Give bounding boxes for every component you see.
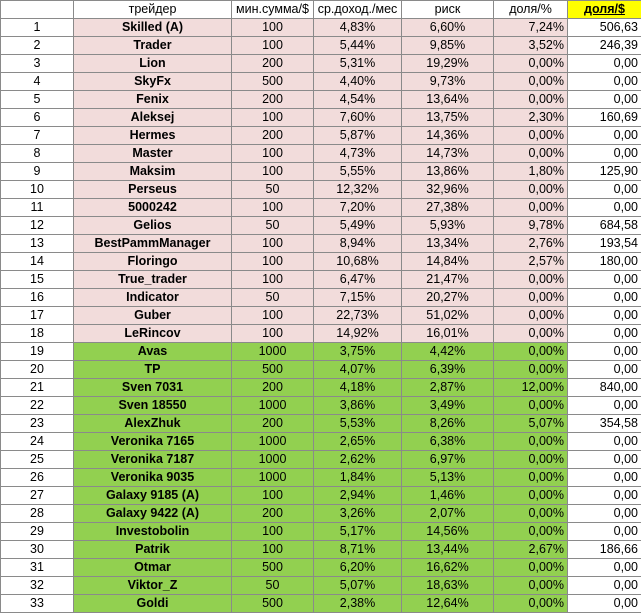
share-usd-cell[interactable]: 0,00 xyxy=(568,55,641,73)
share-pct-cell[interactable]: 0,00% xyxy=(494,307,568,325)
avg-income-cell[interactable]: 2,62% xyxy=(314,451,402,469)
share-pct-cell[interactable]: 0,00% xyxy=(494,451,568,469)
table-body xyxy=(1,19,641,613)
table-row xyxy=(1,523,641,541)
table-row xyxy=(1,325,641,343)
header-num[interactable] xyxy=(1,1,74,19)
trader-name-cell[interactable]: Skilled (A) xyxy=(74,19,232,37)
avg-income-cell[interactable]: 3,26% xyxy=(314,505,402,523)
trader-name-cell[interactable]: Perseus xyxy=(74,181,232,199)
trader-name-cell[interactable]: Patrik xyxy=(74,541,232,559)
avg-income-cell[interactable]: 4,73% xyxy=(314,145,402,163)
share-pct-cell[interactable]: 12,00% xyxy=(494,379,568,397)
trader-name-cell[interactable]: Sven 7031 xyxy=(74,379,232,397)
share-pct-cell[interactable]: 0,00% xyxy=(494,433,568,451)
share-usd-cell[interactable]: 0,00 xyxy=(568,577,641,595)
min-sum-cell[interactable]: 1000 xyxy=(232,451,314,469)
share-usd-cell[interactable]: 0,00 xyxy=(568,73,641,91)
row-number-cell[interactable]: 5 xyxy=(1,91,74,109)
avg-income-cell[interactable]: 6,20% xyxy=(314,559,402,577)
min-sum-cell[interactable]: 500 xyxy=(232,361,314,379)
table-row xyxy=(1,217,641,235)
trader-name-cell[interactable]: Galaxy 9185 (A) xyxy=(74,487,232,505)
share-pct-cell[interactable]: 0,00% xyxy=(494,559,568,577)
avg-income-cell[interactable]: 4,40% xyxy=(314,73,402,91)
risk-cell[interactable]: 13,64% xyxy=(402,91,494,109)
trader-name-cell[interactable]: Otmar xyxy=(74,559,232,577)
table-row xyxy=(1,361,641,379)
header-risk[interactable]: риск xyxy=(402,1,494,19)
share-pct-cell[interactable]: 0,00% xyxy=(494,199,568,217)
table-row xyxy=(1,433,641,451)
risk-cell[interactable]: 20,27% xyxy=(402,289,494,307)
min-sum-cell[interactable]: 100 xyxy=(232,235,314,253)
table-row xyxy=(1,235,641,253)
row-number-cell[interactable]: 24 xyxy=(1,433,74,451)
share-usd-cell[interactable]: 0,00 xyxy=(568,343,641,361)
avg-income-cell[interactable]: 5,17% xyxy=(314,523,402,541)
share-pct-cell[interactable]: 5,07% xyxy=(494,415,568,433)
row-number-cell[interactable]: 4 xyxy=(1,73,74,91)
min-sum-cell[interactable]: 100 xyxy=(232,307,314,325)
header-row xyxy=(1,1,641,19)
min-sum-cell[interactable]: 50 xyxy=(232,577,314,595)
min-sum-cell[interactable]: 100 xyxy=(232,19,314,37)
trader-name-cell[interactable]: Viktor_Z xyxy=(74,577,232,595)
avg-income-cell[interactable]: 2,65% xyxy=(314,433,402,451)
share-usd-cell[interactable]: 0,00 xyxy=(568,559,641,577)
row-number-cell[interactable]: 21 xyxy=(1,379,74,397)
share-pct-cell[interactable]: 0,00% xyxy=(494,361,568,379)
row-number-cell[interactable]: 19 xyxy=(1,343,74,361)
row-number-cell[interactable]: 14 xyxy=(1,253,74,271)
avg-income-cell[interactable]: 7,20% xyxy=(314,199,402,217)
risk-cell[interactable]: 1,46% xyxy=(402,487,494,505)
risk-cell[interactable]: 16,01% xyxy=(402,325,494,343)
min-sum-cell[interactable]: 500 xyxy=(232,595,314,613)
table-row xyxy=(1,181,641,199)
table-row xyxy=(1,379,641,397)
table-row xyxy=(1,163,641,181)
trader-name-cell[interactable]: Fenix xyxy=(74,91,232,109)
share-pct-cell[interactable]: 0,00% xyxy=(494,487,568,505)
risk-cell[interactable]: 16,62% xyxy=(402,559,494,577)
share-usd-cell[interactable]: 160,69 xyxy=(568,109,641,127)
risk-cell[interactable]: 2,87% xyxy=(402,379,494,397)
risk-cell[interactable]: 5,13% xyxy=(402,469,494,487)
table-row xyxy=(1,271,641,289)
table-row xyxy=(1,199,641,217)
min-sum-cell[interactable]: 500 xyxy=(232,559,314,577)
row-number-cell[interactable]: 10 xyxy=(1,181,74,199)
table-row xyxy=(1,487,641,505)
min-sum-cell[interactable]: 50 xyxy=(232,181,314,199)
share-usd-cell[interactable]: 506,63 xyxy=(568,19,641,37)
trader-name-cell[interactable]: SkyFx xyxy=(74,73,232,91)
table-row xyxy=(1,469,641,487)
table-row xyxy=(1,505,641,523)
avg-income-cell[interactable]: 4,07% xyxy=(314,361,402,379)
share-pct-cell[interactable]: 9,78% xyxy=(494,217,568,235)
trader-name-cell[interactable]: Floringo xyxy=(74,253,232,271)
min-sum-cell[interactable]: 100 xyxy=(232,163,314,181)
share-pct-cell[interactable]: 0,00% xyxy=(494,523,568,541)
table-row xyxy=(1,577,641,595)
row-number-cell[interactable]: 23 xyxy=(1,415,74,433)
avg-income-cell[interactable]: 4,54% xyxy=(314,91,402,109)
trader-name-cell[interactable]: Maksim xyxy=(74,163,232,181)
risk-cell[interactable]: 13,75% xyxy=(402,109,494,127)
min-sum-cell[interactable]: 1000 xyxy=(232,397,314,415)
risk-cell[interactable]: 14,73% xyxy=(402,145,494,163)
share-usd-cell[interactable]: 0,00 xyxy=(568,181,641,199)
row-number-cell[interactable]: 2 xyxy=(1,37,74,55)
table-row xyxy=(1,109,641,127)
row-number-cell[interactable]: 17 xyxy=(1,307,74,325)
share-usd-cell[interactable]: 0,00 xyxy=(568,469,641,487)
trader-name-cell[interactable]: Guber xyxy=(74,307,232,325)
avg-income-cell[interactable]: 2,38% xyxy=(314,595,402,613)
risk-cell[interactable]: 9,73% xyxy=(402,73,494,91)
share-pct-cell[interactable]: 0,00% xyxy=(494,595,568,613)
share-pct-cell[interactable]: 0,00% xyxy=(494,397,568,415)
table-row xyxy=(1,541,641,559)
header-share-pct[interactable]: доля/% xyxy=(494,1,568,19)
trader-name-cell[interactable]: Avas xyxy=(74,343,232,361)
trader-name-cell[interactable]: Sven 18550 xyxy=(74,397,232,415)
min-sum-cell[interactable]: 200 xyxy=(232,415,314,433)
risk-cell[interactable]: 12,64% xyxy=(402,595,494,613)
share-usd-cell[interactable]: 0,00 xyxy=(568,91,641,109)
table-row xyxy=(1,19,641,37)
share-pct-cell[interactable]: 0,00% xyxy=(494,91,568,109)
header-avg-income[interactable]: ср.доход./мес xyxy=(314,1,402,19)
trader-name-cell[interactable]: Master xyxy=(74,145,232,163)
share-usd-cell[interactable]: 0,00 xyxy=(568,451,641,469)
share-pct-cell[interactable]: 0,00% xyxy=(494,325,568,343)
risk-cell[interactable]: 2,07% xyxy=(402,505,494,523)
trader-name-cell[interactable]: True_trader xyxy=(74,271,232,289)
share-usd-cell[interactable]: 0,00 xyxy=(568,487,641,505)
row-number-cell[interactable]: 30 xyxy=(1,541,74,559)
row-number-cell[interactable]: 15 xyxy=(1,271,74,289)
min-sum-cell[interactable]: 500 xyxy=(232,73,314,91)
trader-name-cell[interactable]: Veronika 9035 xyxy=(74,469,232,487)
min-sum-cell[interactable]: 1000 xyxy=(232,469,314,487)
avg-income-cell[interactable]: 5,55% xyxy=(314,163,402,181)
avg-income-cell[interactable]: 10,68% xyxy=(314,253,402,271)
share-usd-cell[interactable]: 0,00 xyxy=(568,361,641,379)
share-pct-cell[interactable]: 0,00% xyxy=(494,73,568,91)
risk-cell[interactable]: 6,97% xyxy=(402,451,494,469)
table-row xyxy=(1,55,641,73)
row-number-cell[interactable]: 9 xyxy=(1,163,74,181)
share-pct-cell[interactable]: 0,00% xyxy=(494,145,568,163)
share-usd-cell[interactable]: 354,58 xyxy=(568,415,641,433)
share-usd-cell[interactable]: 193,54 xyxy=(568,235,641,253)
table-row xyxy=(1,289,641,307)
table-row xyxy=(1,37,641,55)
share-pct-cell[interactable]: 0,00% xyxy=(494,469,568,487)
row-number-cell[interactable]: 26 xyxy=(1,469,74,487)
min-sum-cell[interactable]: 100 xyxy=(232,199,314,217)
share-usd-cell[interactable]: 840,00 xyxy=(568,379,641,397)
avg-income-cell[interactable]: 1,84% xyxy=(314,469,402,487)
share-pct-cell[interactable]: 1,80% xyxy=(494,163,568,181)
risk-cell[interactable]: 13,34% xyxy=(402,235,494,253)
min-sum-cell[interactable]: 1000 xyxy=(232,433,314,451)
risk-cell[interactable]: 18,63% xyxy=(402,577,494,595)
risk-cell[interactable]: 27,38% xyxy=(402,199,494,217)
trader-name-cell[interactable]: Aleksej xyxy=(74,109,232,127)
share-pct-cell[interactable]: 2,30% xyxy=(494,109,568,127)
share-pct-cell[interactable]: 0,00% xyxy=(494,127,568,145)
min-sum-cell[interactable]: 100 xyxy=(232,37,314,55)
trader-name-cell[interactable]: Goldi xyxy=(74,595,232,613)
table-row xyxy=(1,451,641,469)
share-pct-cell[interactable]: 0,00% xyxy=(494,55,568,73)
table-row xyxy=(1,595,641,613)
risk-cell[interactable]: 6,60% xyxy=(402,19,494,37)
avg-income-cell[interactable]: 5,49% xyxy=(314,217,402,235)
min-sum-cell[interactable]: 100 xyxy=(232,271,314,289)
min-sum-cell[interactable]: 1000 xyxy=(232,343,314,361)
avg-income-cell[interactable]: 5,44% xyxy=(314,37,402,55)
min-sum-cell[interactable]: 100 xyxy=(232,487,314,505)
share-usd-cell[interactable]: 125,90 xyxy=(568,163,641,181)
table-row xyxy=(1,559,641,577)
risk-cell[interactable]: 9,85% xyxy=(402,37,494,55)
table-row xyxy=(1,91,641,109)
avg-income-cell[interactable]: 2,94% xyxy=(314,487,402,505)
avg-income-cell[interactable]: 4,83% xyxy=(314,19,402,37)
trader-name-cell[interactable]: Indicator xyxy=(74,289,232,307)
share-pct-cell[interactable]: 0,00% xyxy=(494,271,568,289)
risk-cell[interactable]: 19,29% xyxy=(402,55,494,73)
row-number-cell[interactable]: 31 xyxy=(1,559,74,577)
risk-cell[interactable]: 5,93% xyxy=(402,217,494,235)
risk-cell[interactable]: 3,49% xyxy=(402,397,494,415)
trader-name-cell[interactable]: Hermes xyxy=(74,127,232,145)
min-sum-cell[interactable]: 200 xyxy=(232,505,314,523)
table-row xyxy=(1,415,641,433)
share-usd-cell[interactable]: 180,00 xyxy=(568,253,641,271)
risk-cell[interactable]: 14,36% xyxy=(402,127,494,145)
share-usd-cell[interactable]: 0,00 xyxy=(568,595,641,613)
avg-income-cell[interactable]: 8,71% xyxy=(314,541,402,559)
trader-name-cell[interactable]: Investobolin xyxy=(74,523,232,541)
share-usd-cell[interactable]: 246,39 xyxy=(568,37,641,55)
row-number-cell[interactable]: 7 xyxy=(1,127,74,145)
table-row xyxy=(1,253,641,271)
trader-name-cell[interactable]: BestPammManager xyxy=(74,235,232,253)
min-sum-cell[interactable]: 50 xyxy=(232,217,314,235)
table-row xyxy=(1,343,641,361)
row-number-cell[interactable]: 13 xyxy=(1,235,74,253)
risk-cell[interactable]: 6,38% xyxy=(402,433,494,451)
min-sum-cell[interactable]: 100 xyxy=(232,253,314,271)
trader-name-cell[interactable]: Veronika 7187 xyxy=(74,451,232,469)
share-pct-cell[interactable]: 2,57% xyxy=(494,253,568,271)
min-sum-cell[interactable]: 100 xyxy=(232,145,314,163)
header-trader[interactable]: трейдер xyxy=(74,1,232,19)
avg-income-cell[interactable]: 22,73% xyxy=(314,307,402,325)
trader-name-cell[interactable]: Galaxy 9422 (A) xyxy=(74,505,232,523)
table-row xyxy=(1,127,641,145)
trader-name-cell[interactable]: LeRincov xyxy=(74,325,232,343)
min-sum-cell[interactable]: 100 xyxy=(232,109,314,127)
row-number-cell[interactable]: 32 xyxy=(1,577,74,595)
share-usd-cell[interactable]: 0,00 xyxy=(568,127,641,145)
avg-income-cell[interactable]: 14,92% xyxy=(314,325,402,343)
row-number-cell[interactable]: 27 xyxy=(1,487,74,505)
table-row xyxy=(1,397,641,415)
row-number-cell[interactable]: 33 xyxy=(1,595,74,613)
min-sum-cell[interactable]: 50 xyxy=(232,289,314,307)
share-usd-cell[interactable]: 0,00 xyxy=(568,307,641,325)
avg-income-cell[interactable]: 7,60% xyxy=(314,109,402,127)
avg-income-cell[interactable]: 12,32% xyxy=(314,181,402,199)
share-pct-cell[interactable]: 2,76% xyxy=(494,235,568,253)
row-number-cell[interactable]: 29 xyxy=(1,523,74,541)
table-row xyxy=(1,307,641,325)
row-number-cell[interactable]: 20 xyxy=(1,361,74,379)
risk-cell[interactable]: 51,02% xyxy=(402,307,494,325)
avg-income-cell[interactable]: 4,18% xyxy=(314,379,402,397)
trader-name-cell[interactable]: Veronika 7165 xyxy=(74,433,232,451)
share-pct-cell[interactable]: 2,67% xyxy=(494,541,568,559)
share-usd-cell[interactable]: 0,00 xyxy=(568,433,641,451)
share-pct-cell[interactable]: 0,00% xyxy=(494,181,568,199)
header-min-sum[interactable]: мин.сумма/$ xyxy=(232,1,314,19)
row-number-cell[interactable]: 18 xyxy=(1,325,74,343)
trader-name-cell[interactable]: AlexZhuk xyxy=(74,415,232,433)
avg-income-cell[interactable]: 3,75% xyxy=(314,343,402,361)
share-pct-cell[interactable]: 0,00% xyxy=(494,505,568,523)
avg-income-cell[interactable]: 5,31% xyxy=(314,55,402,73)
avg-income-cell[interactable]: 7,15% xyxy=(314,289,402,307)
avg-income-cell[interactable]: 3,86% xyxy=(314,397,402,415)
avg-income-cell[interactable]: 6,47% xyxy=(314,271,402,289)
risk-cell[interactable]: 21,47% xyxy=(402,271,494,289)
risk-cell[interactable]: 6,39% xyxy=(402,361,494,379)
share-usd-cell[interactable]: 0,00 xyxy=(568,289,641,307)
header-share-usd[interactable]: доля/$ xyxy=(568,1,641,19)
min-sum-cell[interactable]: 100 xyxy=(232,325,314,343)
share-usd-cell[interactable]: 0,00 xyxy=(568,523,641,541)
min-sum-cell[interactable]: 200 xyxy=(232,91,314,109)
row-number-cell[interactable]: 6 xyxy=(1,109,74,127)
risk-cell[interactable]: 14,56% xyxy=(402,523,494,541)
share-usd-cell[interactable]: 684,58 xyxy=(568,217,641,235)
risk-cell[interactable]: 13,86% xyxy=(402,163,494,181)
share-usd-cell[interactable]: 0,00 xyxy=(568,505,641,523)
risk-cell[interactable]: 13,44% xyxy=(402,541,494,559)
share-usd-cell[interactable]: 0,00 xyxy=(568,325,641,343)
share-usd-cell[interactable]: 0,00 xyxy=(568,397,641,415)
share-usd-cell[interactable]: 0,00 xyxy=(568,145,641,163)
avg-income-cell[interactable]: 5,07% xyxy=(314,577,402,595)
share-pct-cell[interactable]: 3,52% xyxy=(494,37,568,55)
trader-name-cell[interactable]: 5000242 xyxy=(74,199,232,217)
row-number-cell[interactable]: 3 xyxy=(1,55,74,73)
row-number-cell[interactable]: 12 xyxy=(1,217,74,235)
row-number-cell[interactable]: 1 xyxy=(1,19,74,37)
risk-cell[interactable]: 8,26% xyxy=(402,415,494,433)
min-sum-cell[interactable]: 100 xyxy=(232,541,314,559)
trader-name-cell[interactable]: Lion xyxy=(74,55,232,73)
row-number-cell[interactable]: 11 xyxy=(1,199,74,217)
risk-cell[interactable]: 14,84% xyxy=(402,253,494,271)
share-pct-cell[interactable]: 0,00% xyxy=(494,289,568,307)
table-row xyxy=(1,145,641,163)
min-sum-cell[interactable]: 200 xyxy=(232,127,314,145)
min-sum-cell[interactable]: 100 xyxy=(232,523,314,541)
trader-name-cell[interactable]: Gelios xyxy=(74,217,232,235)
share-pct-cell[interactable]: 0,00% xyxy=(494,577,568,595)
table-row xyxy=(1,73,641,91)
risk-cell[interactable]: 32,96% xyxy=(402,181,494,199)
share-pct-cell[interactable]: 0,00% xyxy=(494,343,568,361)
row-number-cell[interactable]: 8 xyxy=(1,145,74,163)
row-number-cell[interactable]: 22 xyxy=(1,397,74,415)
avg-income-cell[interactable]: 8,94% xyxy=(314,235,402,253)
trader-name-cell[interactable]: TP xyxy=(74,361,232,379)
share-usd-cell[interactable]: 186,66 xyxy=(568,541,641,559)
avg-income-cell[interactable]: 5,87% xyxy=(314,127,402,145)
risk-cell[interactable]: 4,42% xyxy=(402,343,494,361)
share-usd-cell[interactable]: 0,00 xyxy=(568,271,641,289)
row-number-cell[interactable]: 16 xyxy=(1,289,74,307)
trader-name-cell[interactable]: Trader xyxy=(74,37,232,55)
min-sum-cell[interactable]: 200 xyxy=(232,379,314,397)
share-usd-cell[interactable]: 0,00 xyxy=(568,199,641,217)
row-number-cell[interactable]: 28 xyxy=(1,505,74,523)
min-sum-cell[interactable]: 200 xyxy=(232,55,314,73)
row-number-cell[interactable]: 25 xyxy=(1,451,74,469)
avg-income-cell[interactable]: 5,53% xyxy=(314,415,402,433)
share-pct-cell[interactable]: 7,24% xyxy=(494,19,568,37)
